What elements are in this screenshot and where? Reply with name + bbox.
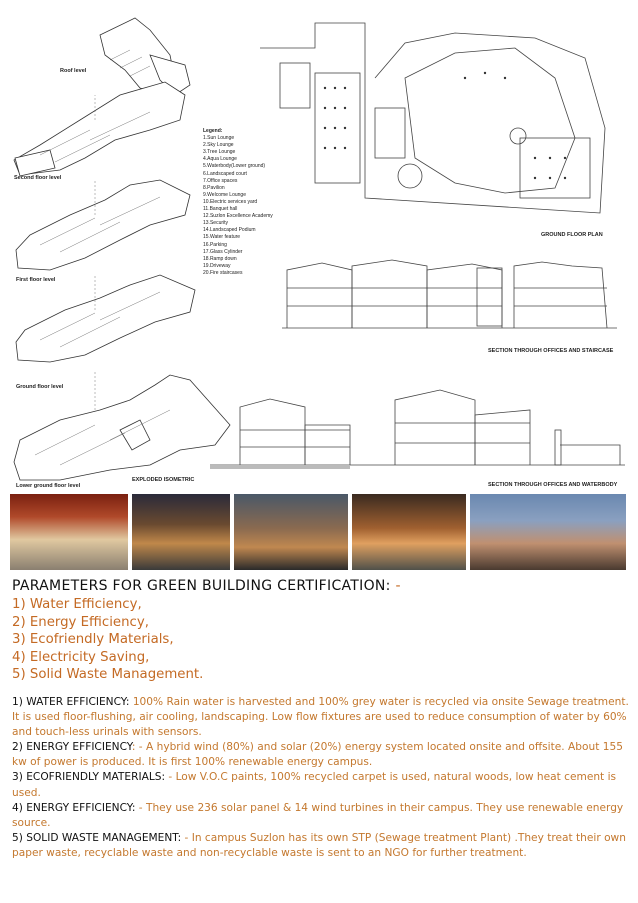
- photo-atrium-night: [352, 494, 466, 570]
- detail-body: - In campus Suzlon has its own STP (Sewage treatment Plant) .They treat their own paper waste, recyclable waste and non-recyclable waste is sent to an NGO for further treatment.: [12, 831, 626, 859]
- legend-item: 10.Electric services yard: [203, 198, 258, 205]
- detail-heading: 5) SOLID WASTE MANAGEMENT:: [12, 831, 182, 844]
- parameters-heading-text: PARAMETERS FOR GREEN BUILDING CERTIFICATION:: [12, 578, 391, 594]
- photo-facade-exterior: [470, 494, 626, 570]
- legend-item: 2.Sky Lounge: [203, 142, 234, 149]
- detail-body: 100% Rain water is harvested and 100% grey water is recycled via onsite Sewage treatment. It is used floor-flushing, air cooling, landscaping. Low flow fixtures are used to reduce consumption of water by 60% and touch-less urinals with sensors.: [12, 696, 629, 739]
- parameter-item: 1) Water Efficiency,: [12, 597, 142, 612]
- photo-lounge-interior: [10, 494, 128, 570]
- detail-heading: 1) WATER EFFICIENCY:: [12, 696, 130, 708]
- legend-item: 11.Banquet hall: [203, 206, 238, 213]
- parameter-item: 2) Energy Efficiency,: [12, 614, 149, 630]
- legend-item: 19.Driveway: [203, 262, 231, 269]
- detail-paragraph: [12, 695, 630, 740]
- ground-floor-level-label: Ground floor level: [16, 384, 64, 390]
- legend-item: 18.Ramp down: [203, 255, 237, 262]
- parameters-heading-dash: -: [395, 578, 401, 594]
- section-offices-staircase-caption: SECTION THROUGH OFFICES AND STAIRCASE: [488, 348, 614, 354]
- legend-item: 8.Pavilion: [203, 184, 225, 191]
- legend-item: 3.Tree Lounge: [203, 149, 236, 156]
- parameters-heading: [12, 578, 401, 594]
- parameter-item: 3) Ecofriendly Materials,: [12, 632, 174, 648]
- legend-item: 20.Fire staircases: [203, 269, 243, 276]
- first-floor-level-label: First floor level: [16, 277, 56, 283]
- detail-body: - Low V.O.C paints, 100% recycled carpet is used, natural woods, low heat cement is used.: [12, 771, 617, 799]
- legend-item: 12.Suzlon Excellence Academy: [203, 213, 273, 220]
- detail-heading: 2) ENERGY EFFICIENCY: [12, 741, 132, 754]
- parameter-item: 5) Solid Waste Management.: [12, 667, 204, 683]
- second-floor-level-label: Second floor level: [14, 175, 62, 181]
- legend-item: 7.Office spaces: [203, 177, 238, 184]
- legend-item: 13.Security: [203, 220, 229, 227]
- detail-body: - They use 236 solar panel & 14 wind turbines in their campus. They use renewable energy source.: [12, 801, 624, 829]
- parameter-item: 4) Electricity Saving,: [12, 649, 150, 665]
- detail-paragraph: [12, 770, 630, 800]
- legend-item: 6.Landscaped court: [203, 170, 247, 177]
- legend-item: 16.Parking: [203, 241, 227, 248]
- legend-item: 1.Sun Lounge: [203, 135, 235, 142]
- parameters-list: [12, 596, 203, 684]
- legend-item: 4.Aqua Lounge: [203, 156, 237, 163]
- detail-paragraph: [12, 831, 630, 861]
- detail-paragraph: [12, 740, 630, 770]
- lower-ground-floor-level-label: Lower ground floor level: [16, 483, 81, 489]
- details-block: [12, 695, 630, 861]
- ground-floor-plan-drawing: [255, 18, 625, 218]
- detail-heading: 3) ECOFRIENDLY MATERIALS:: [12, 771, 166, 784]
- legend-title: Legend:: [203, 128, 223, 134]
- ground-floor-plan-caption: GROUND FLOOR PLAN: [541, 232, 603, 238]
- detail-paragraph: [12, 801, 630, 831]
- section-offices-waterbody-caption: SECTION THROUGH OFFICES AND WATERBODY: [488, 482, 618, 488]
- photo-building-waterbody: [234, 494, 348, 570]
- detail-heading: 4) ENERGY EFFICIENCY:: [12, 801, 136, 814]
- legend-item: 9.Welcome Lounge: [203, 191, 246, 198]
- legend-item: 17.Glass Cylinder: [203, 248, 243, 255]
- legend-item: 5.Waterbody(Lower ground): [203, 163, 266, 170]
- exploded-isometric-caption: EXPLODED ISOMETRIC: [132, 477, 195, 483]
- roof-level-label: Roof level: [60, 68, 87, 74]
- detail-body: : - A hybrid wind (80%) and solar (20%) energy system located onsite and offsite. About 155 kw of power is produced. It is first 100% renewable energy campus.: [12, 741, 623, 769]
- legend-item: 14.Landscaped Podium: [203, 227, 256, 234]
- section-offices-staircase-drawing: [282, 258, 617, 338]
- photo-courtyard-evening: [132, 494, 230, 570]
- legend-item: 15.Water feature: [203, 234, 241, 241]
- section-offices-waterbody-drawing: [210, 385, 625, 475]
